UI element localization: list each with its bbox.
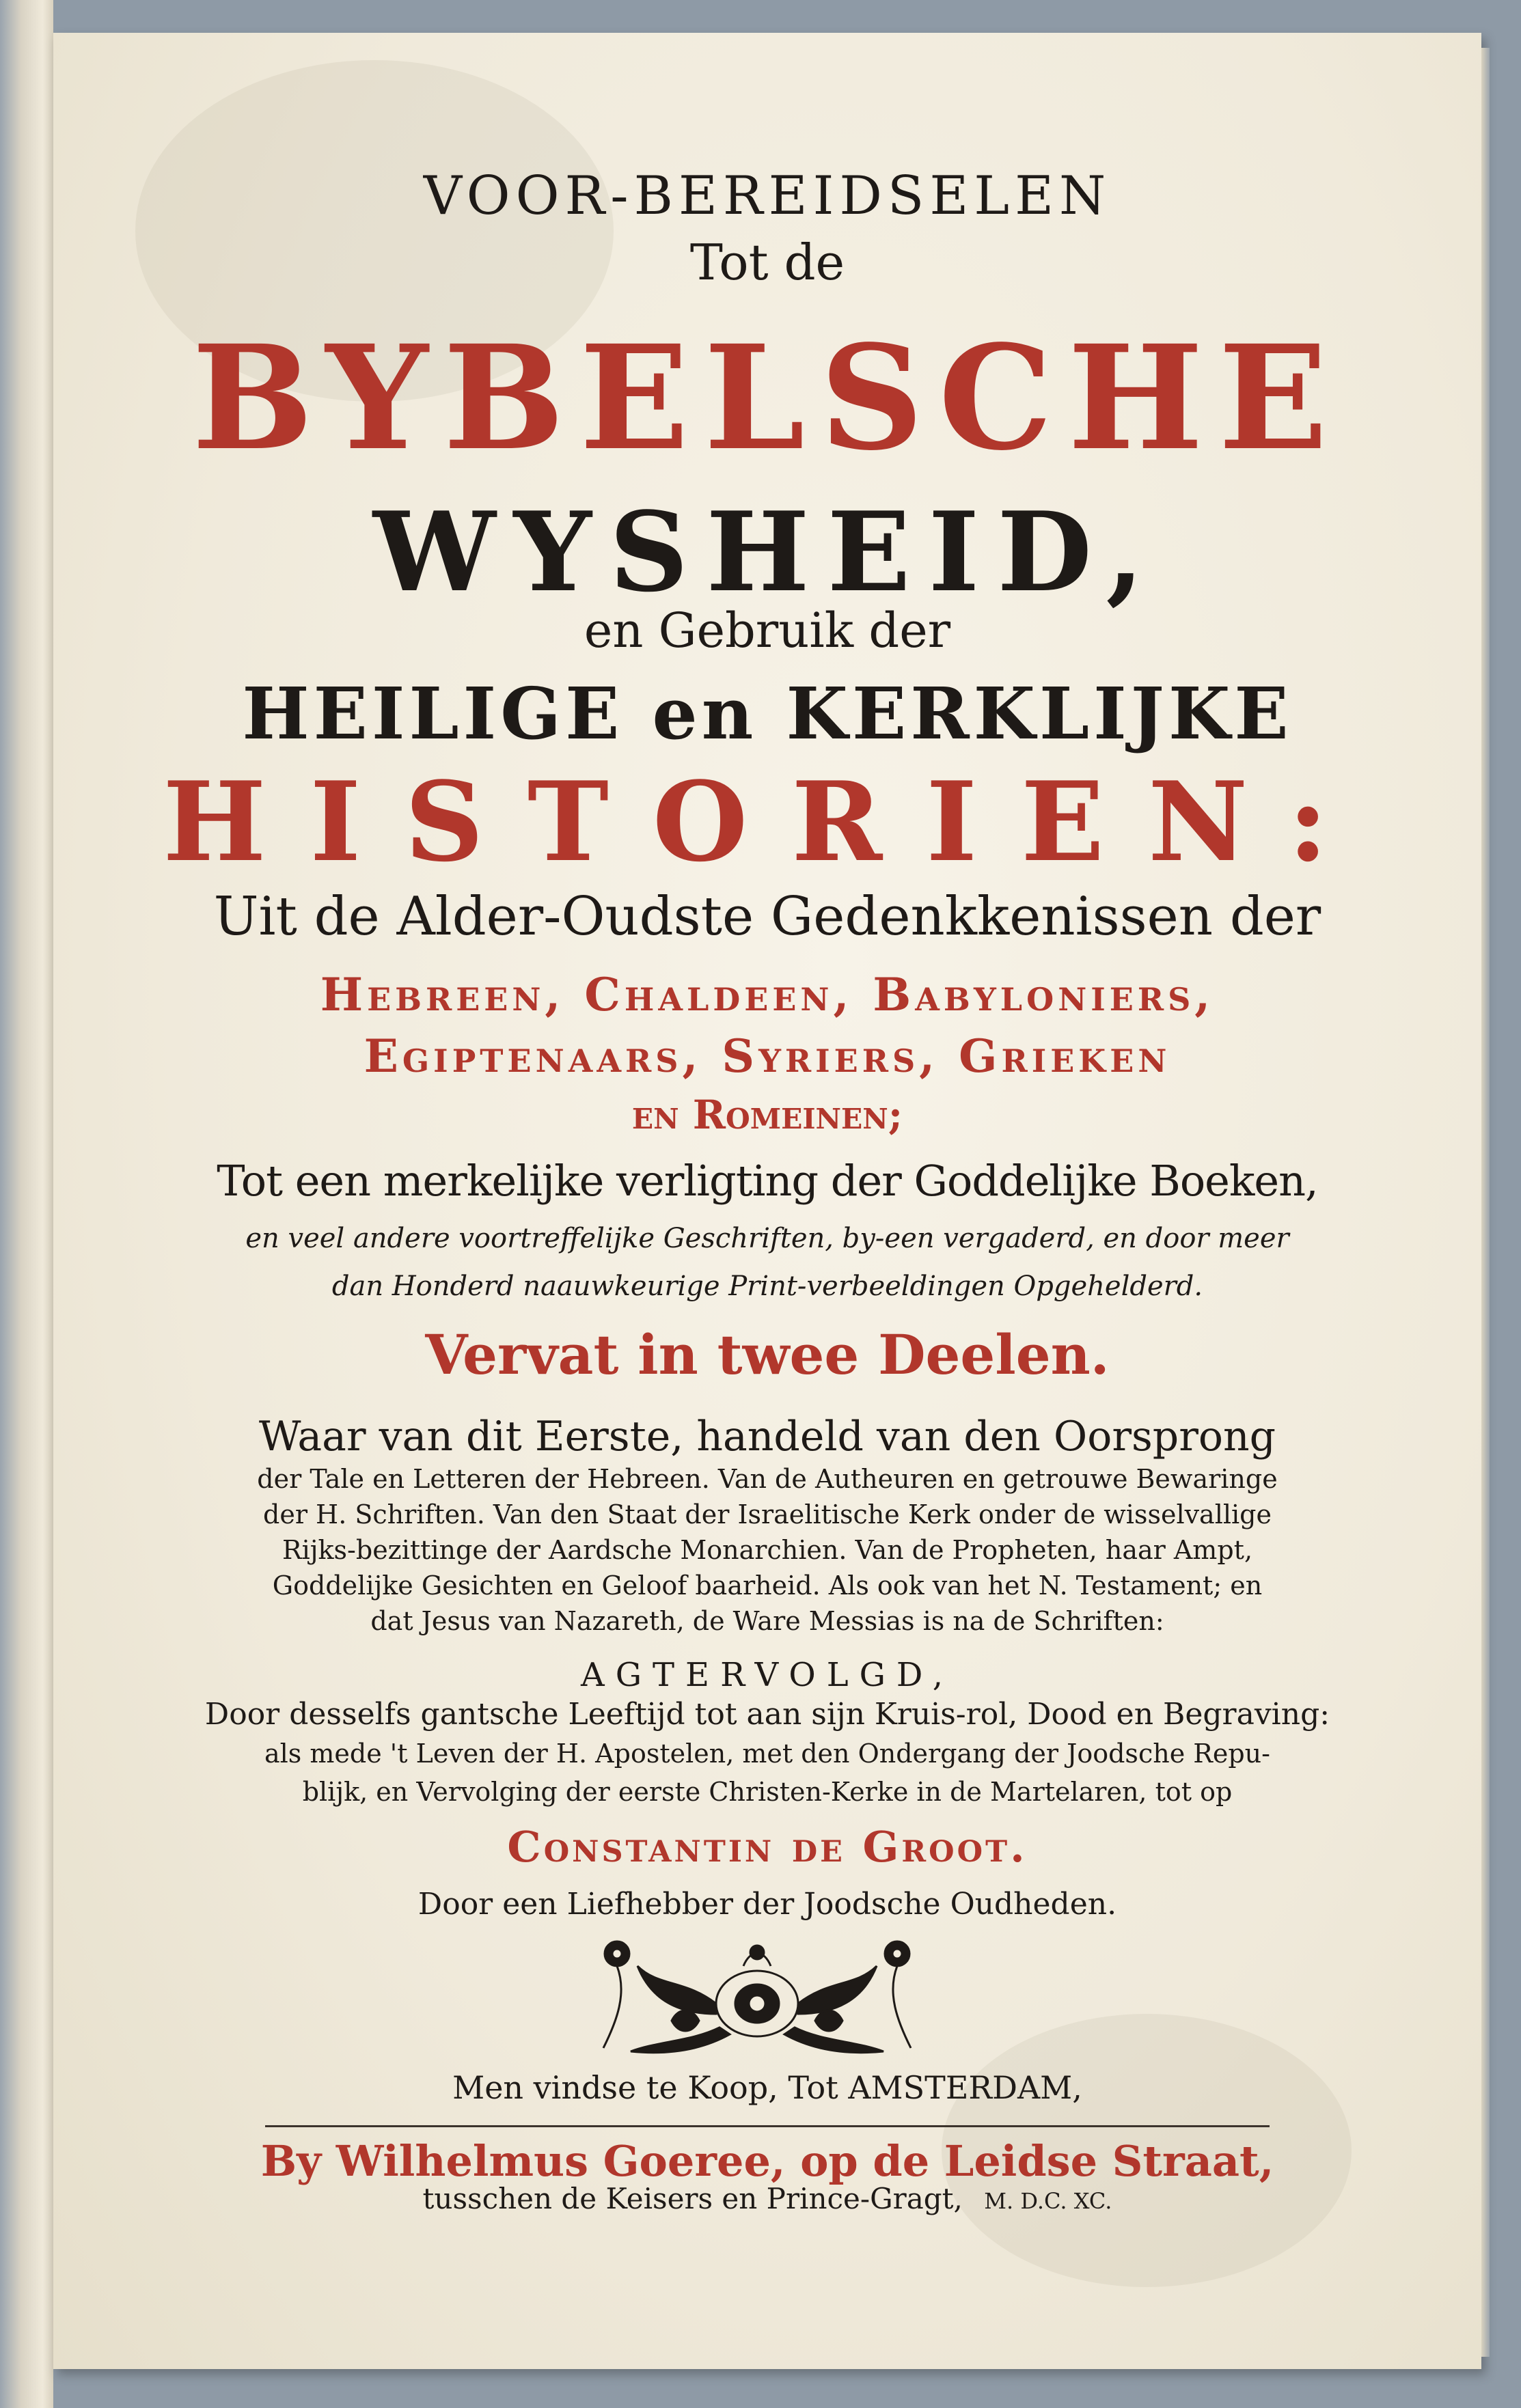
title-line-5: en Gebruik der bbox=[584, 603, 951, 659]
sequel-line-2: als mede 't Leven der H. Apostelen, met den Ondergang der Joodsche Repu- bbox=[264, 1739, 1270, 1769]
contents-line-4: Rijks-bezittinge der Aardsche Monarchien. Van de Propheten, haar Ampt, bbox=[282, 1535, 1253, 1565]
imprint-sale: Men vindse te Koop, Tot AMSTERDAM, bbox=[452, 2069, 1082, 2106]
book-binding bbox=[0, 0, 53, 2408]
sources-line-2: Hebreen, Chaldeen, Babyloniers, bbox=[320, 968, 1215, 1021]
title-wysheid: WYSHEID, bbox=[372, 488, 1162, 616]
purpose-line-1: Tot een merkelijke verligting der Goddelijke Boeken, bbox=[217, 1156, 1318, 1206]
contents-line-2: der Tale en Letteren der Hebreen. Van de Autheuren en getrouwe Bewaringe bbox=[257, 1464, 1278, 1494]
purpose-line-3: dan Honderd naauwkeurige Print-verbeeldingen Opgehelderd. bbox=[331, 1271, 1203, 1302]
title-line-1: VOOR-BEREIDSELEN bbox=[423, 165, 1112, 227]
sequel-line-3: blijk, en Vervolging der eerste Christen-Kerke in de Martelaren, tot op bbox=[302, 1777, 1233, 1807]
contents-line-6: dat Jesus van Nazareth, de Ware Messias is na de Schriften: bbox=[370, 1606, 1164, 1636]
contents-line-3: der H. Schriften. Van den Staat der Israelitische Kerk onder de wisselvallige bbox=[263, 1499, 1272, 1530]
author-line: Door een Liefhebber der Joodsche Oudheden. bbox=[417, 1887, 1117, 1922]
volumes-line: Vervat in twee Deelen. bbox=[425, 1323, 1110, 1387]
sequel-until: Constantin de Groot. bbox=[507, 1822, 1028, 1872]
floral-ornament-icon bbox=[590, 1939, 924, 2058]
imprint-year: M. D.C. XC. bbox=[984, 2188, 1112, 2214]
purpose-line-2: en veel andere voortreffelijke Geschriften, by-een vergaderd, en door meer bbox=[245, 1223, 1289, 1254]
sources-line-4: en Romeinen; bbox=[631, 1092, 903, 1138]
sequel-heading: AGTERVOLGD, bbox=[581, 1656, 954, 1694]
title-page-text bbox=[53, 33, 1481, 2369]
title-page bbox=[53, 33, 1481, 2369]
contents-line-1: Waar van dit Eerste, handeld van den Oorsprong bbox=[258, 1413, 1276, 1461]
sources-line-3: Egiptenaars, Syriers, Grieken bbox=[364, 1029, 1171, 1083]
imprint-address: tusschen de Keisers en Prince-Gragt, bbox=[422, 2182, 963, 2215]
imprint-publisher: By Wilhelmus Goeree, op de Leidse Straat, bbox=[260, 2136, 1274, 2186]
contents-line-5: Goddelijke Gesichten en Geloof baarheid. Als ook van het N. Testament; en bbox=[272, 1570, 1263, 1601]
imprint-address-line bbox=[53, 2182, 1481, 2215]
imprint-rule bbox=[265, 2125, 1270, 2127]
title-bybelsche: BYBELSCHE bbox=[191, 314, 1343, 482]
sequel-line-1: Door desselfs gantsche Leeftijd tot aan sijn Kruis-rol, Dood en Begraving: bbox=[204, 1697, 1330, 1732]
page-edge bbox=[1481, 48, 1490, 2357]
sources-line-1: Uit de Alder-Oudste Gedenkkenissen der bbox=[213, 886, 1321, 947]
title-heilige: HEILIGE en KERKLIJKE bbox=[242, 672, 1293, 756]
title-historien: HISTORIEN: bbox=[163, 758, 1372, 886]
title-line-2: Tot de bbox=[689, 234, 845, 291]
